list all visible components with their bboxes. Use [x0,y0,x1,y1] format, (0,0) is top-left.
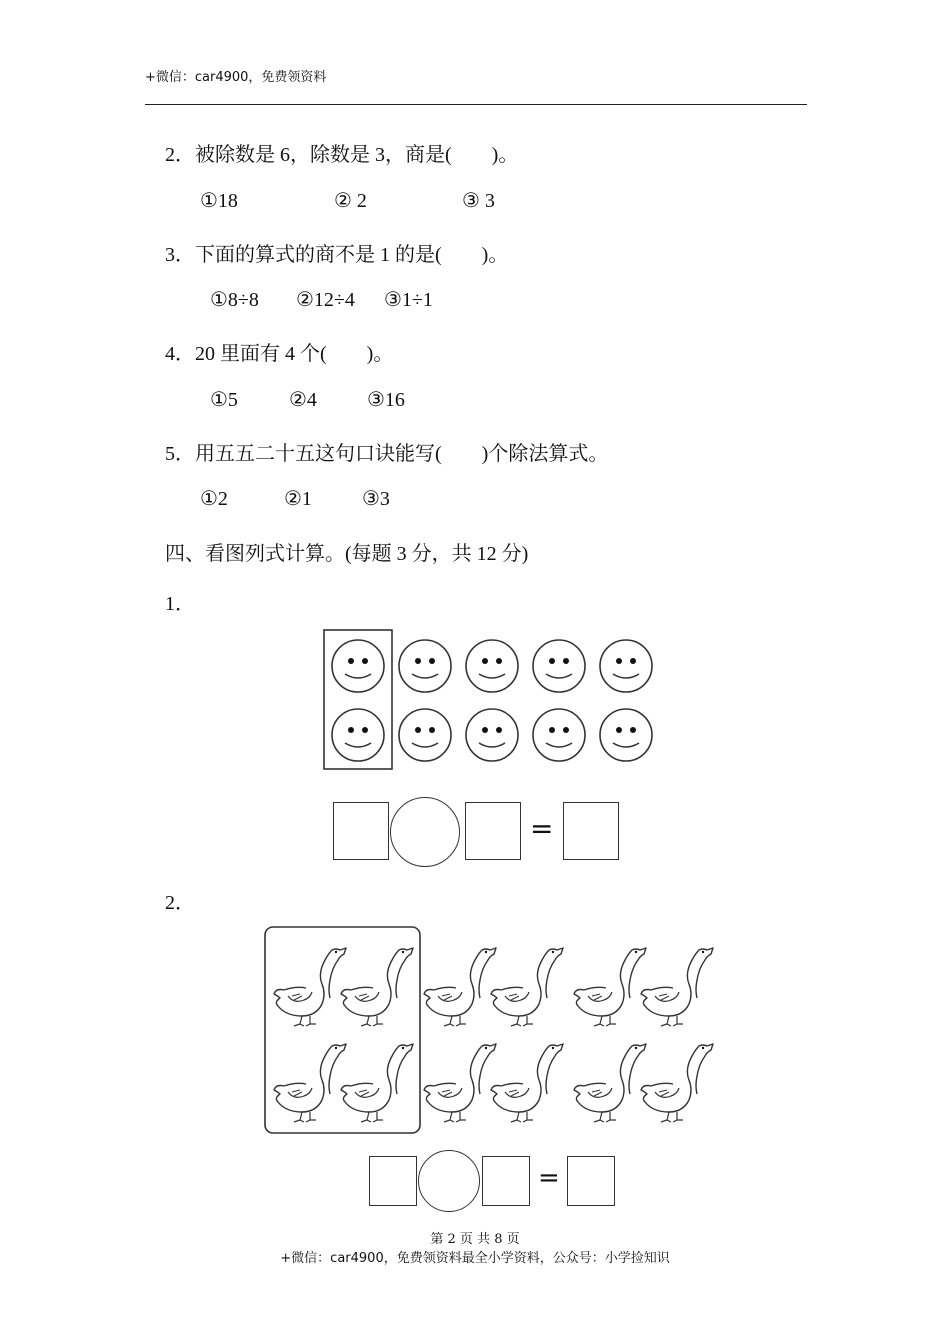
footer-note: +微信：car4900，免费领资料最全小学资料，公众号：小学捡知识 [280,1251,670,1266]
question-2-option-2[interactable]: ② 2 [334,190,367,212]
smiley-face-icon [466,640,518,692]
question-5-option-2[interactable]: ②1 [284,488,312,510]
answer-circle-operator-2[interactable] [418,1150,480,1212]
goose-group-box [265,927,420,1133]
goose-icon [574,1044,646,1122]
question-5-option-1[interactable]: ①2 [200,488,228,510]
question-4-option-2[interactable]: ②4 [289,389,317,411]
equals-sign-1: = [530,812,554,845]
smiley-face-icon [600,640,652,692]
question-4-option-1[interactable]: ①5 [210,389,238,411]
smiley-face-icon [332,640,384,692]
goose-icon [574,948,646,1026]
equals-sign-2: = [538,1163,560,1193]
question-3-text: 3．下面的算式的商不是 1 的是( )。 [165,244,509,266]
goose-icon [424,948,496,1026]
smiley-group-box [324,630,392,769]
question-2-option-1[interactable]: ①18 [200,190,238,212]
question-3-option-1[interactable]: ①8÷8 [210,289,259,311]
smiley-faces-figure [318,624,664,774]
question-4-text: 4．20 里面有 4 个( )。 [165,343,394,365]
goose-icon [341,948,413,1026]
goose-icon [641,1044,713,1122]
question-2-option-3[interactable]: ③ 3 [462,190,495,212]
smiley-face-icon [600,709,652,761]
smiley-face-icon [533,709,585,761]
goose-icon [341,1044,413,1122]
goose-icon [424,1044,496,1122]
goose-icon [274,1044,346,1122]
answer-box-divisor-2[interactable] [482,1156,530,1206]
question-5-option-3[interactable]: ③3 [362,488,390,510]
header-divider [145,104,807,105]
header-note: +微信：car4900，免费领资料 [145,70,327,85]
problem-2-label: 2． [165,892,195,914]
question-2-text: 2．被除数是 6，除数是 3，商是( )。 [165,144,519,166]
question-3-option-3[interactable]: ③1÷1 [384,289,433,311]
question-3-option-2[interactable]: ②12÷4 [296,289,355,311]
answer-box-dividend-1[interactable] [333,802,389,860]
goose-icon [491,1044,563,1122]
problem-1-label: 1． [165,593,195,615]
answer-box-dividend-2[interactable] [369,1156,417,1206]
smiley-face-icon [399,709,451,761]
goose-icon [274,948,346,1026]
geese-figure [262,924,722,1136]
answer-box-result-2[interactable] [567,1156,615,1206]
answer-box-divisor-1[interactable] [465,802,521,860]
page-number: 第 2 页 共 8 页 [430,1232,520,1247]
question-4-option-3[interactable]: ③16 [367,389,405,411]
section-4-title: 四、看图列式计算。(每题 3 分，共 12 分) [165,543,529,565]
question-5-text: 5．用五五二十五这句口诀能写( )个除法算式。 [165,443,609,465]
answer-box-result-1[interactable] [563,802,619,860]
smiley-face-icon [533,640,585,692]
goose-icon [491,948,563,1026]
answer-circle-operator-1[interactable] [390,797,460,867]
smiley-face-icon [399,640,451,692]
smiley-face-icon [332,709,384,761]
smiley-face-icon [466,709,518,761]
goose-icon [641,948,713,1026]
